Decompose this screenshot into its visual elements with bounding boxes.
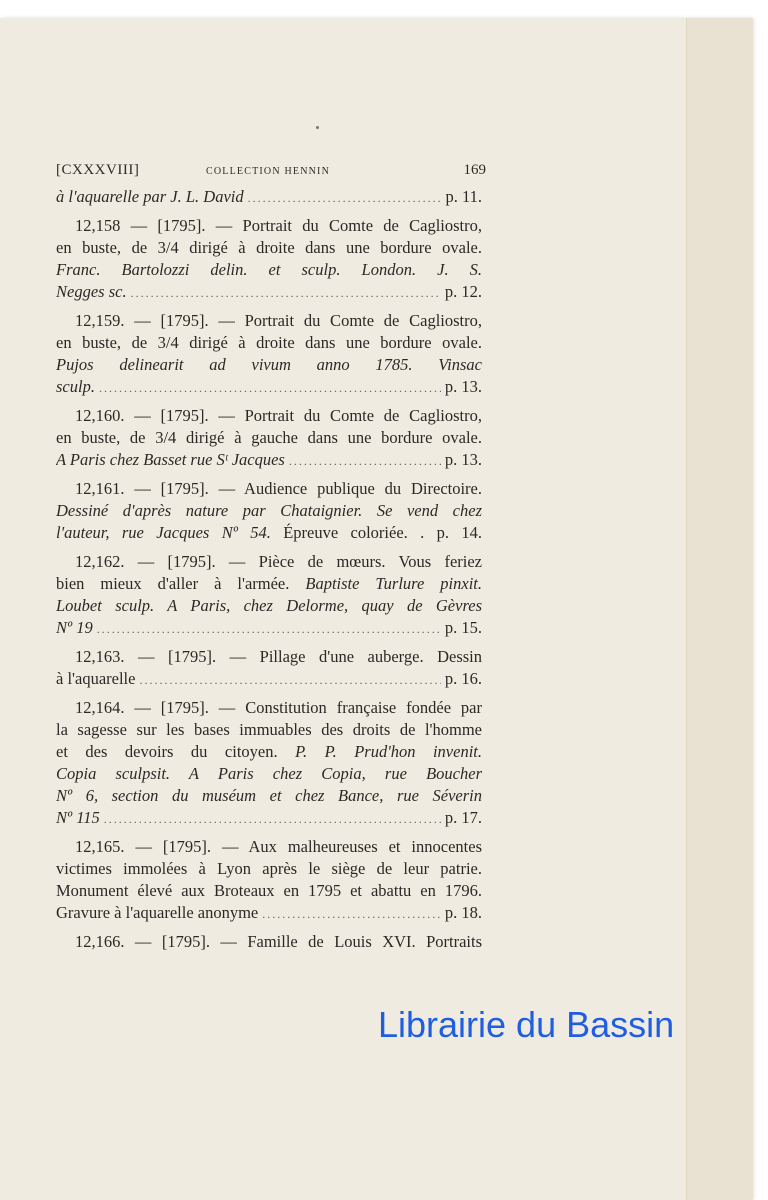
catalogue-entry (56, 405, 482, 471)
dot-leader (131, 282, 441, 303)
entry-text-italic: Pujos delinearit ad vivum anno 1785. Vinsac (56, 355, 482, 374)
seller-watermark: Librairie du Bassin (378, 1004, 675, 1045)
entry-page-ref: p. 16. (444, 669, 482, 688)
entry-page-ref: p. 13. (444, 450, 482, 469)
entry-line: en buste, de 3/4 dirigé à droite dans une bordure ovale. (56, 333, 482, 352)
catalogue-entry (56, 697, 482, 829)
entry-page-ref: p. 12. (444, 282, 482, 301)
entry-page-ref: p. 17. (444, 808, 482, 827)
entry-line: en buste, de 3/4 dirigé à droite dans une bordure ovale. (56, 238, 482, 257)
entry-line (56, 785, 482, 807)
catalogue-entry (56, 646, 482, 690)
entry-text-italic: P. P. Prud'hon invenit. (277, 742, 482, 761)
catalogue-entry (56, 186, 482, 208)
catalogue-entries (56, 186, 482, 960)
entry-line (56, 281, 482, 303)
entry-text-italic: sculp. (56, 377, 95, 396)
entry-line: en buste, de 3/4 dirigé à gauche dans une bordure ovale. (56, 428, 482, 447)
entry-text: Gravure à l'aquarelle anonyme (56, 903, 259, 922)
entry-line: 12,163. — [1795]. — Pillage d'une auberge. Dessin (75, 647, 482, 666)
entry-line: 12,162. — [1795]. — Pièce de mœurs. Vous feriez (75, 552, 482, 571)
entry-text-italic: Negges sc. (56, 282, 127, 301)
entry-text-italic: Loubet sculp. A Paris, chez Delorme, quay de Gèvres (56, 596, 482, 615)
dot-leader (139, 669, 440, 690)
entry-line: 12,164. — [1795]. — Constitution française fondée par (75, 698, 482, 717)
entry-line: 12,160. — [1795]. — Portrait du Comte de Cagliostro, (75, 406, 482, 425)
entry-line (56, 573, 482, 595)
entry-text-italic: Nº 6, section du muséum et chez Bance, rue Séverin (56, 786, 482, 805)
entry-line (56, 763, 482, 785)
entry-line (56, 522, 482, 544)
entry-line (56, 376, 482, 398)
entry-page-ref: p. 15. (444, 618, 482, 637)
entry-line: Monument élevé aux Broteaux en 1795 et abattu en 1796. (56, 881, 482, 900)
entry-text-italic: Baptiste Turlure pinxit. (289, 574, 482, 593)
entry-line: la sagesse sur les bases immuables des droits de l'homme (56, 720, 482, 739)
page-edge (686, 18, 753, 1200)
page-number: 169 (463, 162, 486, 178)
entry-text-italic: Dessiné d'après nature par Chataignier. Se vend chez (56, 501, 482, 520)
entry-line (56, 449, 482, 471)
dot-leader (262, 903, 441, 924)
header-collection-title: COLLECTION HENNIN (206, 166, 330, 177)
entry-line (56, 595, 482, 617)
entry-line: 12,159. — [1795]. — Portrait du Comte de Cagliostro, (75, 311, 482, 330)
catalogue-entry (56, 215, 482, 303)
entry-line (56, 354, 482, 376)
entry-line: 12,161. — [1795]. — Audience publique du Directoire. (75, 479, 482, 498)
dot-leader (104, 808, 441, 829)
entry-line: 12,166. — [1795]. — Famille de Louis XVI. Portraits (75, 932, 482, 951)
dot-leader (97, 618, 441, 639)
entry-page-ref: p. 11. (445, 187, 482, 206)
catalogue-entry (56, 836, 482, 924)
entry-line (56, 668, 482, 690)
entry-text-italic: Nº 115 (56, 808, 100, 827)
catalogue-entry (56, 551, 482, 639)
dot-leader (248, 187, 442, 208)
catalogue-entry (56, 931, 482, 953)
entry-line (56, 259, 482, 281)
entry-text-italic: à l'aquarelle par J. L. David (56, 187, 244, 206)
running-header (56, 160, 486, 182)
entry-line (56, 807, 482, 829)
entry-line: 12,158 — [1795]. — Portrait du Comte de Cagliostro, (75, 216, 482, 235)
entry-line: victimes immolées à Lyon après le siège de leur patrie. (56, 859, 482, 878)
entry-text: à l'aquarelle (56, 669, 136, 688)
entry-line (56, 617, 482, 639)
entry-line (56, 902, 482, 924)
entry-line (56, 186, 482, 208)
entry-text: Épreuve coloriée. . p. 14. (270, 523, 482, 542)
entry-line (56, 500, 482, 522)
catalogue-entry (56, 478, 482, 544)
entry-line (56, 741, 482, 763)
dot-leader (99, 377, 441, 398)
dot-leader (289, 450, 441, 471)
entry-text-italic: Copia sculpsit. A Paris chez Copia, rue Boucher (56, 764, 482, 783)
entry-text-italic: l'auteur, rue Jacques Nº 54. (56, 523, 271, 542)
ink-dot (316, 126, 319, 129)
entry-text: et des devoirs du citoyen. (56, 742, 278, 761)
entry-page-ref: p. 18. (444, 903, 482, 922)
catalogue-entry (56, 310, 482, 398)
entry-page-ref: p. 13. (444, 377, 482, 396)
entry-text-italic: Nº 19 (56, 618, 93, 637)
entry-text-italic: A Paris chez Basset rue Sᵗ Jacques (56, 450, 285, 469)
entry-text: bien mieux d'aller à l'armée. (56, 574, 290, 593)
entry-line: 12,165. — [1795]. — Aux malheureuses et innocentes (75, 837, 482, 856)
entry-text-italic: Franc. Bartolozzi delin. et sculp. London. J. S. (56, 260, 482, 279)
header-section-number: [CXXXVIII] (56, 162, 140, 178)
